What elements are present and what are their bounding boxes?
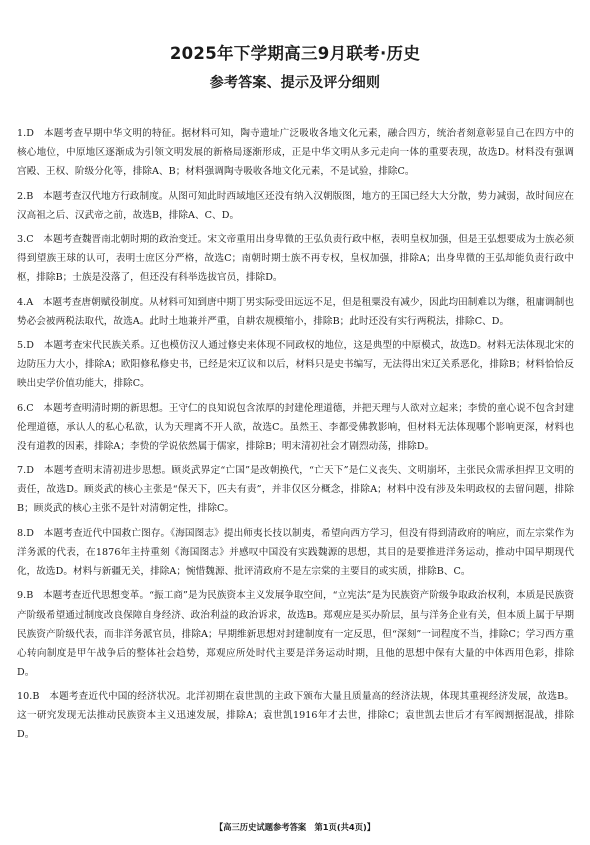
answer-item-8: 8.D 本题考查近代中国救亡图存。《海国图志》提出师夷长技以制夷，希望向西方学习，但没有得到清政府的响应，而左宗棠作为洋务派的代表，在1876年主持重刻《海国图志》并感叹中国没有实践魏源的思想，其目的是要推进洋务运动，推动中国早期现代化，故选D。材料与新疆无关，排除A；惋惜魏源、批评清政府不是左宗棠的主要目的或实质，排除B、C。 (17, 527, 574, 578)
answer-item-7: 7.D 本题考查明末清初进步思想。顾炎武界定“亡国”是改朝换代，“亡天下”是仁义丧失、文明崩坏，主张民众需承担捍卫文明的责任，故选D。顾炎武的核心主张是“保天下，匹夫有责”，并非仅区分概念，排除A；材料中没有涉及朱明政权的去留问题，排除B；顾炎武的核心主张不是针对清朝定性，排除C。 (17, 465, 574, 515)
answer-item-6: 6.C 本题考查明清时期的新思想。王守仁的良知说包含浓厚的封建伦理道德，并把天理与人欲对立起来；李贽的童心说不包含封建伦理道德，承认人的私心私欲，认为天理离不开人欲，故选C。虽然王、李都受佛教影响，但材料无法体现哪个影响更深，材料也没有道教的因素，排除A；李贽的学说依然属于儒家，排除B；明末清初社会才剧烈动荡，排除D。 (17, 402, 574, 452)
answer-item-2: 2.B 本题考查汉代地方行政制度。从图可知此时西域地区还没有纳入汉朝版图，地方的王国已经大大分散，势力减弱，故时间应在汉高祖之后、汉武帝之前，故选B，排除A、C、D。 (17, 190, 574, 221)
page-subtitle: 参考答案、提示及评分细则 (209, 75, 381, 91)
answer-item-3: 3.C 本题考查魏晋南北朝时期的政治变迁。宋文帝重用出身卑微的王弘负责行政中枢，表明皇权加强，但是王弘想要成为士族必须得到望族王球的认可，表明士庶区分严格，故选C；南朝时期士族不再专权，皇权加强，排除A；出身卑微的王弘却能负责行政中枢，排除B；士族是没落了，但还没有科举选拔官员，排除D。 (17, 234, 574, 284)
answer-item-5: 5.D 本题考查宋代民族关系。辽也模仿汉人通过修史来体现不同政权的地位，这是典型的中原模式，故选D。材料无法体现北宋的边防压力大小，排除A；欧阳修私修史书，已经是宋辽议和以后，材料只是史书编写，无法得出宋辽关系恶化，排除B；材料恰恰反映出史学价值功能大，排除C。 (17, 340, 574, 390)
page-footer: 【高三历史试题参考答案 第1页(共4页)】 (214, 822, 376, 832)
page-title: 2025年下学期高三9月联考·历史 (169, 44, 421, 63)
answer-list (17, 124, 574, 750)
answer-item-1: 1.D 本题考查早期中华文明的特征。据材料可知，陶寺遗址广泛吸收各地文化元素，融合四方，统治者刻意彰显自己在四方中的核心地位，中原地区逐渐成为引领文明发展的新格局逐渐形成，正是中华文明从多元走向一体的重要表现，故选D。材料没有强调宫殿、王权、阶级分化等，排除A、B；材料强调陶寺吸收各地文化元素，不是试验，排除C。 (17, 128, 574, 178)
answer-item-10: 10.B 本题考查近代中国的经济状况。北洋初期在袁世凯的主政下颁布大量且质量高的经济法规，体现其重视经济发展，故选B。这一研究发现无法推动民族资本主义迅速发展，排除A；袁世凯1916年才去世，排除C；袁世凯去世后才有军阀割据混战，排除D。 (17, 691, 574, 741)
answer-item-4: 4.A 本题考查唐朝赋役制度。从材料可知到唐中期丁男实际受田远远不足，但是租粟没有减少，因此均田制难以为继，租庸调制也势必会被两税法取代，故选A。此时土地兼并严重，自耕农规模缩小，排除B；此时还没有实行两税法，排除C、D。 (17, 296, 574, 327)
answer-item-9: 9.B 本题考查近代思想变革。“振工商”是为民族资本主义发展争取空间，“立宪法”是为民族资产阶级争取政治权利，本质是民族资产阶级希望通过制度改良保障自身经济、政治利益的政治诉求，故选B。郑观应是买办阶层，虽与洋务企业有关，但本质上属于早期民族资产阶级代表，而非洋务派官员，排除A；早期维新思想对封建制度有一定反思，但“深刻”一词程度不当，排除C；学习西方重心转向制度是甲午战争后的整体社会趋势，郑观应所处时代主要是洋务运动时期，且他的思想中保有大量的中体西用色彩，排除D。 (17, 590, 574, 678)
